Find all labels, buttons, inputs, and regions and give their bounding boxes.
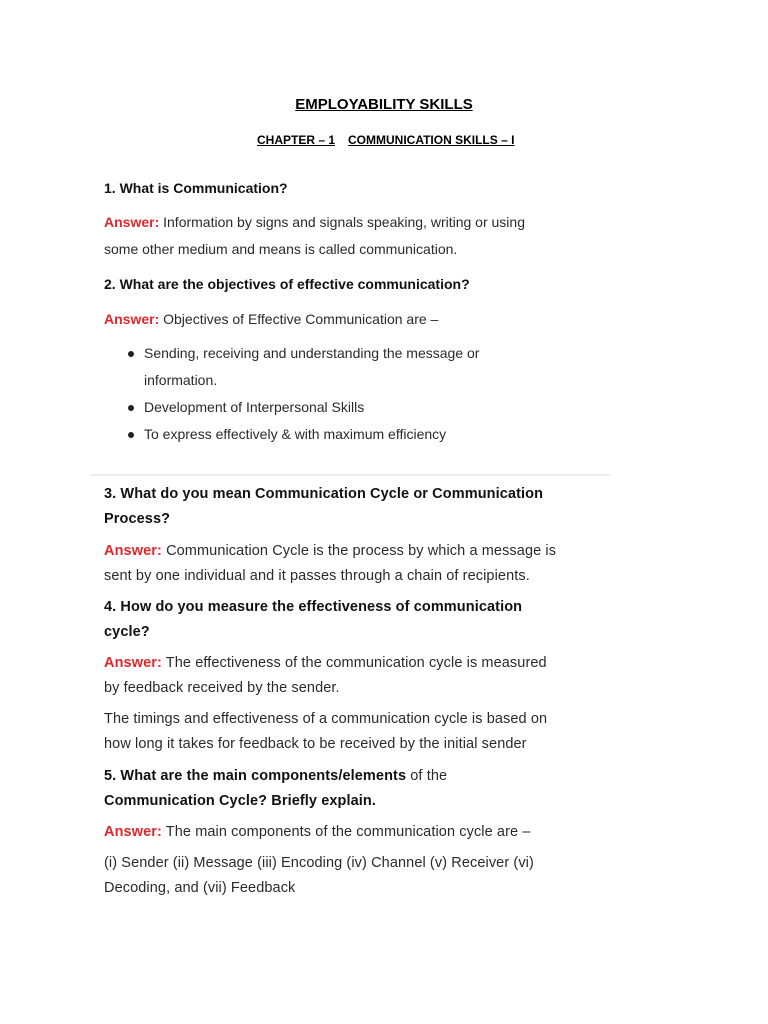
bullet-item-2: Development of Interpersonal Skills — [144, 399, 365, 415]
answer-label: Answer: — [104, 214, 160, 230]
answer-label: Answer: — [104, 543, 162, 559]
question-5-line-2: Communication Cycle? Briefly explain. — [104, 793, 377, 809]
answer-3-line-2: sent by one individual and it passes through a chain of recipients. — [104, 568, 530, 584]
bullet-dot — [128, 405, 134, 411]
answer-4-extra-line-2: how long it takes for feedback to be received by the initial sender — [104, 736, 527, 752]
question-2: 2. What are the objectives of effective communication? — [104, 276, 470, 292]
chapter-name: COMMUNICATION SKILLS – I — [348, 133, 515, 147]
answer-4-extra-line-1: The timings and effectiveness of a communication cycle is based on — [104, 711, 548, 727]
answer-5: Answer: The main components of the communication cycle are – — [104, 824, 531, 840]
answer-1-line-2: some other medium and means is called communication. — [104, 241, 458, 257]
question-1: 1. What is Communication? — [104, 180, 288, 196]
question-4-line-1: 4. How do you measure the effectiveness of communication — [104, 599, 523, 615]
answer-label: Answer: — [104, 824, 162, 840]
answer-3-line-1: Answer: Communication Cycle is the process by which a message is — [104, 543, 557, 559]
answer-5-list-line-2: Decoding, and (vii) Feedback — [104, 880, 296, 896]
answer-label: Answer: — [104, 655, 162, 671]
chapter-number: CHAPTER – 1 — [257, 133, 336, 147]
answer-1-line-1: Answer: Information by signs and signals speaking, writing or using — [104, 214, 525, 230]
bullet-item-1: Sending, receiving and understanding the message or — [144, 345, 480, 361]
question-3-line-2: Process? — [104, 511, 171, 527]
section-divider — [90, 474, 610, 476]
answer-4-line-1: Answer: The effectiveness of the communication cycle is measured — [104, 655, 547, 671]
answer-5-list-line-1: (i) Sender (ii) Message (iii) Encoding (iv) Channel (v) Receiver (vi) — [104, 855, 534, 871]
bullet-item-1-cont: information. — [144, 372, 218, 388]
document-title: EMPLOYABILITY SKILLS — [295, 96, 473, 113]
bullet-dot — [128, 432, 134, 438]
question-5-line-1: 5. What are the main components/elements of the — [104, 768, 448, 784]
answer-4-line-2: by feedback received by the sender. — [104, 680, 340, 696]
bullet-dot — [128, 351, 134, 357]
question-4-line-2: cycle? — [104, 624, 150, 640]
bullet-item-3: To express effectively & with maximum efficiency — [144, 426, 447, 442]
question-3-line-1: 3. What do you mean Communication Cycle or Communication — [104, 486, 544, 502]
answer-label: Answer: — [104, 311, 160, 327]
answer-2: Answer: Objectives of Effective Communication are – — [104, 311, 439, 327]
